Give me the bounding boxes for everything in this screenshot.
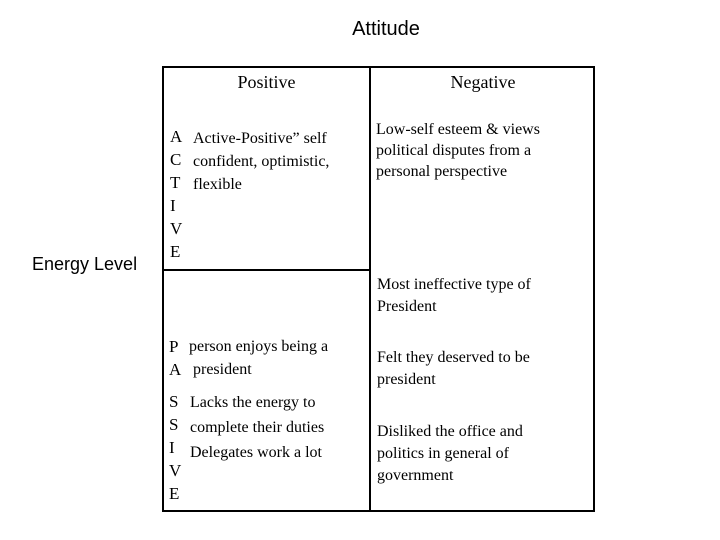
text-line: president (193, 361, 252, 378)
row-axis-label: Energy Level (32, 254, 138, 274)
passive-positive-top-description (189, 335, 328, 381)
text-line: Lacks the energy to (190, 394, 316, 411)
column-header-negative: Negative (450, 72, 516, 92)
passive-letter: P (169, 337, 179, 356)
text-line: person enjoys being a (189, 338, 329, 355)
active-positive-description (193, 127, 329, 196)
passive-letter: V (169, 461, 182, 480)
passive-letter: S (169, 392, 179, 411)
active-vertical-letters (170, 125, 182, 263)
passive-positive-bottom-description (190, 390, 324, 465)
passive-vertical-letters-top (169, 335, 181, 381)
passive-letter: E (169, 484, 180, 503)
passive-negative-top-description (377, 274, 531, 318)
text-line: Low-self esteem & views (376, 121, 540, 138)
active-letter: I (170, 196, 176, 215)
passive-negative-bottom-description (377, 421, 523, 487)
text-line: personal perspective (376, 163, 508, 180)
text-line: political disputes from a (376, 142, 532, 159)
text-line: president (377, 371, 436, 388)
active-letter: T (170, 173, 181, 192)
passive-letter: I (169, 438, 175, 457)
text-line: Active-Positive” self (193, 130, 327, 147)
text-line: government (377, 467, 454, 484)
column-header-positive: Positive (237, 72, 296, 92)
active-letter: C (170, 150, 182, 169)
text-line: confident, optimistic, (193, 153, 330, 170)
active-letter: E (170, 242, 181, 261)
active-letter: V (170, 219, 183, 238)
text-line: Most ineffective type of (377, 276, 531, 293)
text-line: President (377, 298, 437, 315)
horizontal-divider (162, 269, 371, 271)
text-line: flexible (193, 176, 242, 193)
text-line: Disliked the office and (377, 423, 523, 440)
text-line: complete their duties (190, 419, 325, 436)
text-line: Felt they deserved to be (377, 349, 530, 366)
text-line: Delegates work a lot (190, 444, 322, 461)
passive-negative-mid-description (377, 347, 530, 391)
active-letter: A (170, 127, 183, 146)
passive-letter: S (169, 415, 179, 434)
text-line: politics in general of (377, 445, 509, 462)
vertical-divider (369, 66, 371, 512)
passive-vertical-letters-bottom (169, 390, 181, 505)
active-negative-description (376, 119, 540, 182)
passive-letter: A (169, 360, 182, 379)
diagram-title: Attitude (352, 18, 420, 40)
